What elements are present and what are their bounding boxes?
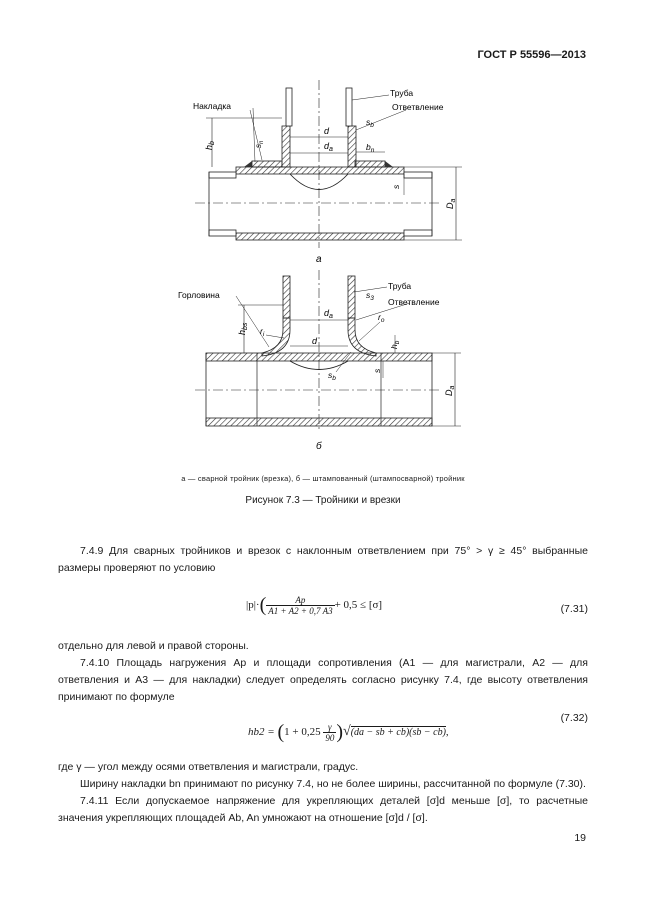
label-ro-b: $r_o$ bbox=[378, 312, 385, 324]
figure-legend: а — сварной тройник (врезка), б — штампованный (штампосварной) тройник bbox=[181, 474, 465, 483]
formula-7-32-fraction: $\frac{\gamma}{90}$ bbox=[325, 722, 335, 743]
right-end-wall-a bbox=[404, 172, 432, 178]
label-ri-b: $r_i$ bbox=[260, 326, 265, 338]
formula-7-31-right: + 0,5 ≤ [σ] bbox=[334, 599, 383, 612]
label-branch-a: Ответвление bbox=[392, 102, 444, 112]
label-pipe-a: Труба bbox=[390, 88, 414, 98]
equation-number-7-31: (7.31) bbox=[560, 603, 588, 615]
tube-right-wall-a bbox=[346, 88, 352, 126]
formula-7-32-left: hb2 = bbox=[248, 726, 278, 739]
branch-right-wall-b bbox=[348, 276, 355, 318]
paragraph-pad-width: Ширину накладки bn принимают по рисунку 7.4, но не более ширины, рассчитанной по формуле (7.30). bbox=[80, 778, 586, 790]
figure-title: Рисунок 7.3 — Тройники и врезки bbox=[245, 495, 401, 506]
label-sn-a: $s_n$ bbox=[254, 140, 265, 148]
main-pipe-top-wall-a bbox=[236, 167, 404, 174]
label-pad-a: Накладка bbox=[193, 101, 231, 111]
pad-right-a bbox=[355, 161, 385, 167]
figure-a bbox=[193, 80, 462, 265]
label-hb-a: $h_b$ bbox=[204, 141, 216, 150]
paragraph-7-4-10: 7.4.10 Площадь нагружения Ap и площади сопротивления (A1 — для магистрали, A2 — для ответвления и A3 — для накладки) следует определять согласно рисунку 7.4, где высоту ответвления принимают по формуле bbox=[58, 657, 588, 703]
branch-left-wall-a bbox=[282, 126, 290, 167]
paragraph-gamma: где γ — угол между осями ответвления и магистрали, градус. bbox=[58, 761, 359, 773]
formula-7-31: |p|·( $\frac{Ap}{A1 + A2 + 0,7 A3}$ + 0,5 ≤ [σ] bbox=[246, 594, 383, 616]
branch-right-wall-a bbox=[348, 126, 356, 167]
left-end-wall-a bbox=[209, 172, 236, 178]
branch-left-wall-b bbox=[283, 276, 290, 318]
paragraph-separately: отдельно для левой и правой стороны. bbox=[58, 640, 249, 652]
formula-7-32-sqrt: (da − sb + cb)(sb − cb) bbox=[350, 727, 446, 739]
formula-7-32: hb2 = (1 + 0,25 $\frac{\gamma}{90}$ )√(da − sb + cb)(sb − cb), bbox=[248, 721, 449, 743]
label-s-b: s bbox=[372, 368, 382, 373]
figure-letter-b: б bbox=[316, 441, 322, 452]
formula-7-32-mid: 1 + 0,25 bbox=[284, 726, 321, 739]
label-d-a: d bbox=[324, 126, 330, 136]
equation-number-7-32: (7.32) bbox=[560, 712, 588, 724]
label-sb-a: $s_b$ bbox=[366, 117, 374, 129]
figure-letter-a: а bbox=[316, 254, 322, 265]
page-number: 19 bbox=[574, 832, 586, 844]
paragraph-7-4-11: 7.4.11 Если допускаемое напряжение для укрепляющих деталей [σ]d меньше [σ], то расчетные значения укрепляющих площадей Ab, An умножают на отношение [σ]d / [σ]. bbox=[58, 795, 588, 824]
label-s-a: s bbox=[391, 184, 401, 189]
formula-7-31-left: |p|· bbox=[246, 599, 260, 612]
label-hbs-b: $h_{bs}$ bbox=[237, 322, 249, 335]
label-pipe-b: Труба bbox=[388, 281, 412, 291]
neck-right-b bbox=[348, 318, 376, 356]
neck-left-b bbox=[262, 318, 290, 356]
label-branch-b: Ответвление bbox=[388, 297, 440, 307]
label-hb-b: $h_b$ bbox=[389, 340, 401, 349]
pad-left-a bbox=[252, 161, 282, 167]
label-s3-b: $s_3$ bbox=[366, 290, 374, 302]
label-da-b: $d_a$ bbox=[324, 308, 333, 320]
label-Da-b: $D_a$ bbox=[444, 385, 456, 396]
formula-7-31-fraction: $\frac{Ap}{A1 + A2 + 0,7 A3}$ bbox=[268, 595, 333, 616]
label-Da-a: $D_a$ bbox=[445, 198, 457, 209]
label-da-a: $d_a$ bbox=[324, 141, 333, 153]
tube-left-wall-a bbox=[286, 88, 292, 126]
label-sb-b: $s_b$ bbox=[328, 370, 336, 382]
main-pipe-bottom-wall-a bbox=[236, 233, 404, 240]
label-bn-a: $b_n$ bbox=[366, 142, 375, 154]
figure-b bbox=[178, 270, 461, 452]
label-neck-b: Горловина bbox=[178, 290, 220, 300]
left-end-wall-bottom-a bbox=[209, 230, 236, 236]
standard-header: ГОСТ Р 55596—2013 bbox=[477, 49, 586, 61]
label-d-b: d bbox=[312, 336, 318, 346]
formula-7-32-comma: , bbox=[445, 726, 449, 739]
paragraph-7-4-9: 7.4.9 Для сварных тройников и врезок с наклонным ответвлением при 75° > γ ≥ 45° выбранные размеры проверяют по условию bbox=[58, 545, 588, 574]
right-end-wall-bottom-a bbox=[404, 230, 432, 236]
